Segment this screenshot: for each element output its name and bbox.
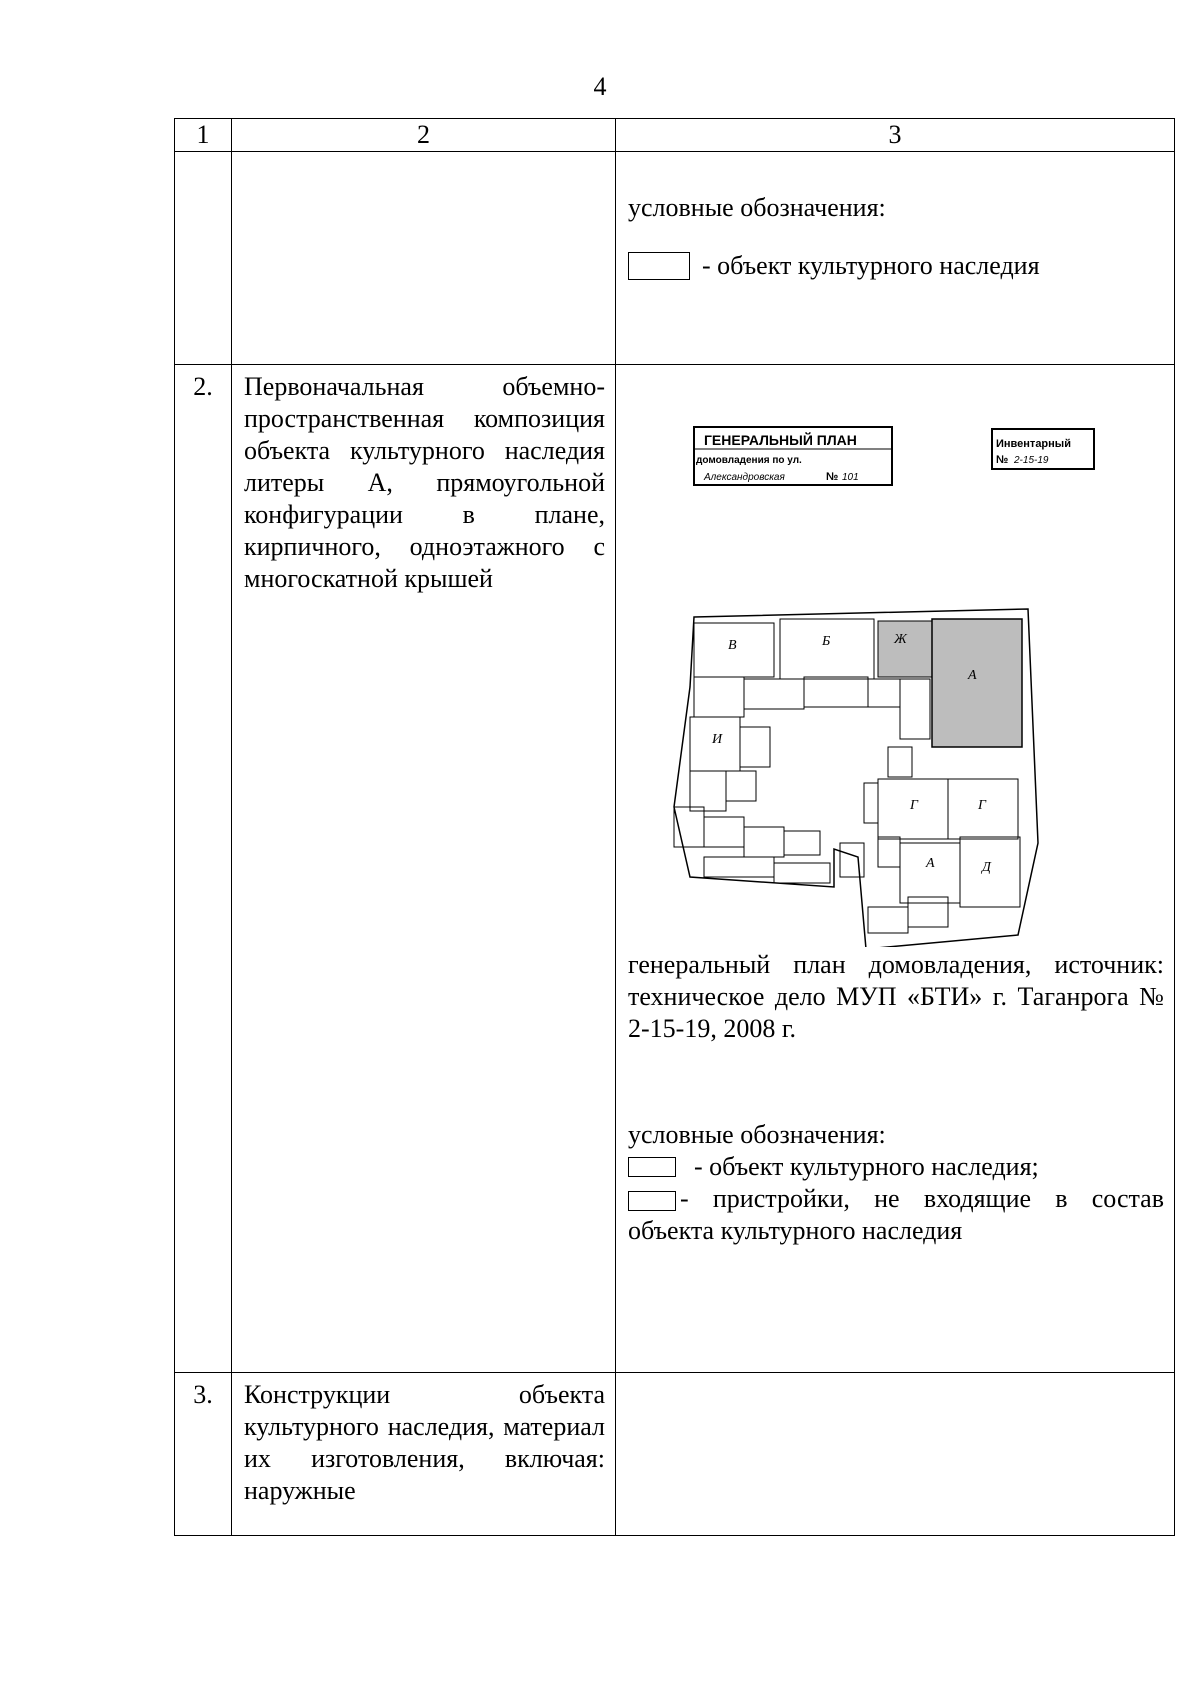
header-col-3: 3 <box>616 119 1175 152</box>
stamp-street: Александровская <box>704 472 785 483</box>
table-row-continuation <box>175 152 1175 365</box>
site-plan <box>674 609 1038 947</box>
row-content <box>616 365 1175 1373</box>
legend-item: - объект культурного наследия <box>702 251 1040 280</box>
legend-box-heritage-icon <box>628 252 690 280</box>
stamp-no: 101 <box>842 472 859 483</box>
legend-line-annex <box>628 1183 1164 1247</box>
table-header-row <box>175 119 1175 152</box>
legend-line-heritage <box>628 1151 1164 1183</box>
legend-box-annex-icon <box>628 1191 676 1211</box>
inv-no: 2-15-19 <box>1014 455 1049 466</box>
page-number: 4 <box>593 72 607 101</box>
row-description: Первоначальная объемно-пространственная композиция объекта культурного наследия литеры А, прямоугольной конфигурации в плане, кирпичного, одноэтажного с многоскатной крышей <box>232 365 616 1373</box>
inv-no-label: № <box>996 454 1009 466</box>
row-content <box>616 1373 1175 1536</box>
cell-legend <box>616 152 1175 365</box>
stamp-street-label: домовладения по ул. <box>696 455 802 466</box>
svg-text:И: И <box>712 732 723 747</box>
legend-line <box>628 250 1164 282</box>
svg-text:А: А <box>926 856 935 871</box>
legend-item-annex: - пристройки, не входящие в состав объекта культурного наследия <box>628 1184 1164 1245</box>
legend-item-heritage: - объект культурного наследия; <box>694 1152 1039 1181</box>
header-col-2: 2 <box>232 119 616 152</box>
header-col-1: 1 <box>175 119 232 152</box>
row-number: 3. <box>175 1373 232 1536</box>
row-description: Конструкции объекта культурного наследия, материал их изготовления, включая: наружные <box>232 1373 616 1536</box>
table-row-3 <box>175 1373 1175 1536</box>
general-plan-drawing <box>628 387 1112 947</box>
svg-text:Ж: Ж <box>894 632 907 647</box>
svg-text:Д: Д <box>982 860 991 875</box>
plan-caption: генеральный план домовладения, источник: техническое дело МУП «БТИ» г. Таганрога № 2-15-19, 2008 г. <box>628 950 1164 1043</box>
document-table <box>174 118 1175 1536</box>
legend-title: условные обозначения: <box>628 193 886 222</box>
svg-text:Г: Г <box>910 798 918 813</box>
svg-text:Г: Г <box>978 798 986 813</box>
cell-num <box>175 152 232 365</box>
stamp-no-label: № <box>826 471 839 483</box>
table-row-2 <box>175 365 1175 1373</box>
svg-text:Б: Б <box>822 634 831 649</box>
row-number: 2. <box>175 365 232 1373</box>
svg-text:В: В <box>728 638 737 653</box>
inv-label: Инвентарный <box>996 438 1071 450</box>
legend-title-2: условные обозначения: <box>628 1120 886 1149</box>
inventory-stamp <box>992 429 1094 469</box>
stamp-title: ГЕНЕРАЛЬНЫЙ ПЛАН <box>704 432 857 448</box>
legend-box-heritage-icon <box>628 1157 676 1177</box>
cell-desc <box>232 152 616 365</box>
plan-stamp <box>694 427 892 485</box>
svg-text:А: А <box>968 668 977 683</box>
